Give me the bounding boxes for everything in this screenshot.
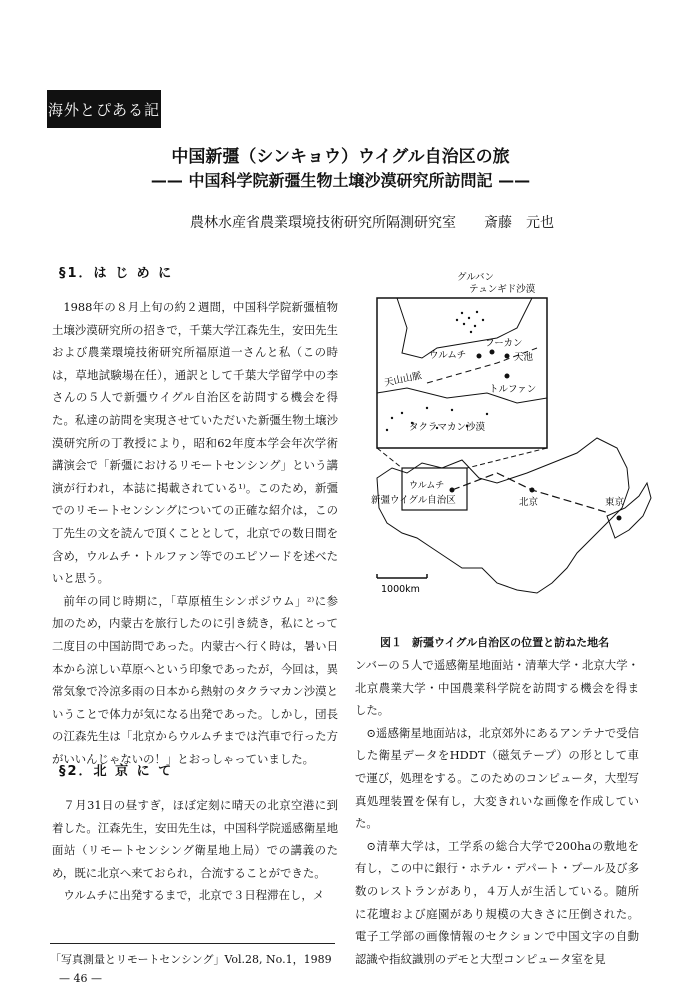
turpan-point: [505, 374, 510, 379]
japan-outline: [607, 483, 651, 538]
fukang-point: [490, 350, 495, 355]
beijing-point: [530, 488, 535, 493]
china-outline: [377, 438, 629, 593]
journal-citation: 「写真測量とリモートセンシング」Vol.28, No.1，1989: [50, 953, 332, 966]
label-gurbantunggut2: テュンギド沙漠: [469, 284, 536, 295]
figure-caption: [380, 634, 609, 650]
inset-pointer-right: [467, 448, 547, 468]
right-paragraph: ⊙遥感衛星地面站は，北京郊外にあるアンテナで受信した衛星データをHDDT（磁気テープ）の形として車で運び，処理をする。このためのコンピュータ，大型写真処理装置を保有し，大変きれいな画像を作成していた。: [355, 725, 639, 831]
label-scale: 1000km: [381, 584, 420, 595]
label-fukang: フーカン: [485, 338, 523, 349]
author-affiliation: 農林水産省農業環境技術研究所隔測研究室: [190, 215, 456, 231]
label-tianshan: 天山山脈: [383, 370, 423, 389]
section1-body: [52, 296, 338, 770]
section2-body: [52, 794, 338, 907]
label-turpan: トルファン: [489, 384, 537, 395]
xinjiang-map: [367, 268, 657, 626]
label-tokyo: 東京: [605, 497, 625, 508]
label-beijing: 北京: [519, 497, 539, 508]
right-paragraph: ンバーの５人で遥感衛星地面站・清華大学・北京大学・北京農業大学・中国農業科学院を訪問する機会を得ました。: [355, 658, 639, 718]
inset-pointer-left: [377, 448, 402, 468]
right-paragraph: ⊙清華大学は，工学系の総合大学で200haの敷地を有し，この中に銀行・ホテル・デパート・プール及び多数のレストランがあり，４万人が生活している。随所に花壇および庭園があり規模の大きさに圧倒された。電子工学部の画像情報のセクションで中国文字の自動認識や指紋識別のデモと大型コンピュータ室を見: [355, 838, 639, 966]
author-name: 斎藤 元也: [484, 215, 554, 231]
page-number: — 46 —: [59, 972, 102, 985]
label-urumqi: ウルムチ: [429, 350, 467, 361]
right-column-body: [355, 654, 639, 970]
section1-heading: §1．は じ め に: [59, 266, 174, 281]
footer-rule: [50, 943, 335, 944]
section1-paragraph: 前年の同じ時期に，「草原植生シンポジウム」²⁾に参加のため，内蒙古を旅行したのに引き続き，私にとって二度目の中国訪問であった。内蒙古へ行く時は，暑い日本から涼しい草原へという印象であったが，今回は，異常気象で冷涼多雨の日本から熱射のタクラマカン沙漠ということで体力が気になる出発であった。しかし，団長の江森先生は「北京からウルムチまでは汽車で行った方がいいんじゃないの！」とおっしゃっていました。: [52, 593, 338, 766]
label-taklamakan: タクラマカン沙漠: [409, 422, 486, 433]
figure-number: 図１: [380, 636, 402, 649]
section-badge: 海外とぴある記: [47, 90, 161, 128]
label-urumqi-small: ウルムチ: [409, 481, 445, 491]
section1-paragraph: 1988年の８月上旬の約２週間，中国科学院新彊植物土壌沙漠研究所の招きで，千葉大学江森先生，安田先生および農業環境技術研究所福原道一さんと私（この時は，草地試験場在任），通訳として千葉大学留学中の李さんの５人で新彊ウイグル自治区を訪問する機会を得た。私達の訪問を実現させていただいた新彊生物土壌沙漠研究所の丁教授により，昭和62年度本学会年次学術講演会で「新彊におけるリモートセンシング」という講演が行われ，本誌に掲載されている¹⁾。このため，新彊でのリモートセンシングについての正確な紹介は，この丁先生の文を読んで頂くこととして，北京での数日間を含め，ウルムチ・トルファン等でのエピソードを述べたいと思う。: [52, 300, 338, 586]
section2-heading: §2．北 京 に て: [59, 764, 174, 779]
urumqi-small-point: [450, 488, 455, 493]
urumqi-point: [477, 354, 482, 359]
article-title: 中国新彊（シンキョウ）ウイグル自治区の旅: [171, 147, 510, 167]
tianchi-point: [505, 354, 510, 359]
label-gurbantunggut: グルバン: [457, 272, 495, 283]
figure-caption-text: 新彊ウイグル自治区の位置と訪ねた地名: [412, 636, 610, 649]
author-line: [190, 212, 554, 232]
tokyo-point: [617, 516, 622, 521]
article-subtitle: —— 中国科学院新彊生物土壌沙漠研究所訪問記 ——: [150, 171, 531, 190]
label-tianchi: 天池: [514, 352, 534, 363]
section2-paragraph: ウルムチに出発するまで，北京で３日程滞在し，メ: [63, 888, 325, 903]
label-region: 新彊ウイグル自治区: [371, 495, 456, 506]
section2-paragraph: ７月31日の昼すぎ，ほぼ定刻に晴天の北京空港に到着した。江森先生，安田先生は，中国科学院遥感衛星地面站（リモートセンシング衛星地上局）での講義のため，既に北京へ来ておられ，合流することができた。: [52, 798, 338, 880]
